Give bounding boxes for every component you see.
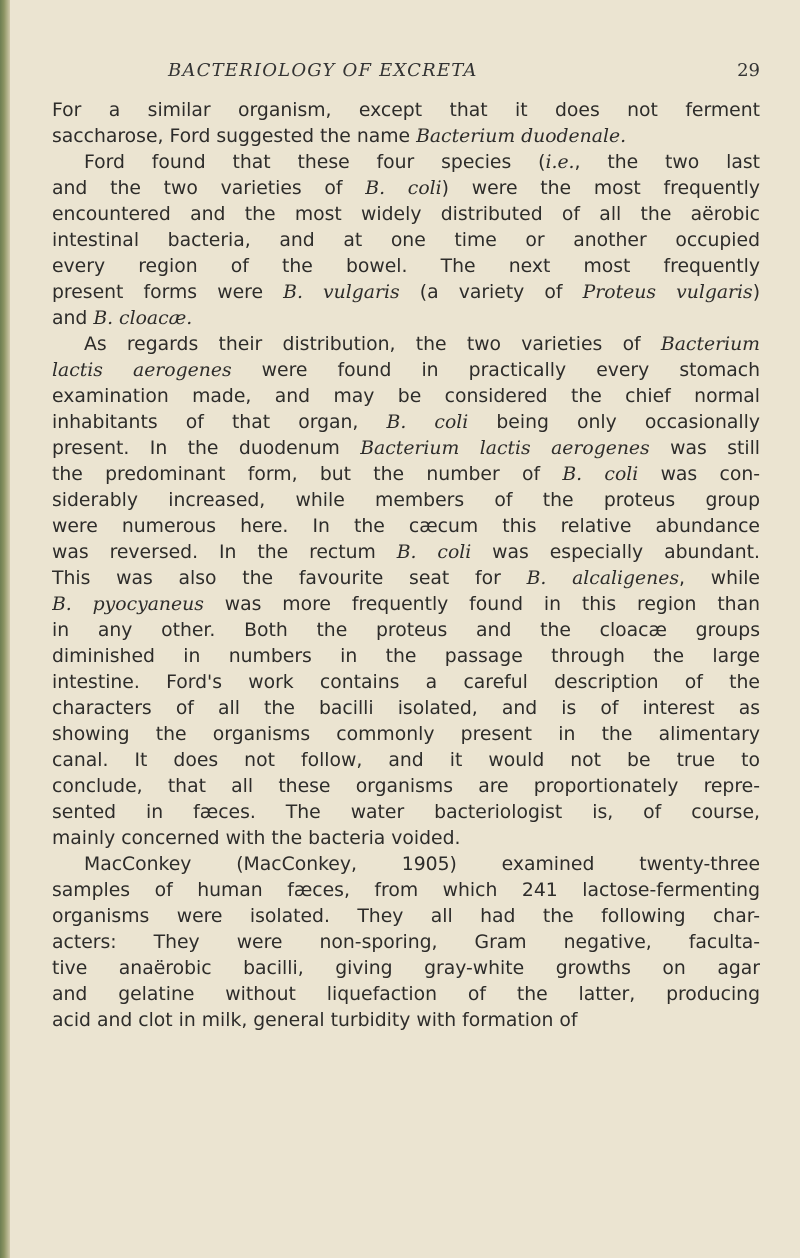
italic-text: Bacterium xyxy=(660,334,760,355)
text-run: and xyxy=(52,308,94,329)
italic-text: B. coli xyxy=(365,178,442,199)
text-line xyxy=(52,748,760,774)
italic-text: Proteus vulgaris xyxy=(582,282,753,303)
text-run: was still xyxy=(649,438,760,459)
italic-text: B. pyocyaneus xyxy=(52,594,204,615)
italic-text: Bacterium lactis aerogenes xyxy=(360,438,650,459)
text-line xyxy=(52,566,760,592)
text-line xyxy=(52,254,760,280)
text-run: were found in practically every stomach xyxy=(231,360,760,381)
text-run: showing the organisms commonly present in the alimentary xyxy=(52,724,760,745)
italic-text: B. coli xyxy=(396,542,472,563)
text-line xyxy=(52,228,760,254)
text-line xyxy=(52,98,760,124)
text-run: saccharose, Ford suggested the name xyxy=(52,126,417,147)
text-run: present. In the duodenum xyxy=(52,438,361,459)
text-line xyxy=(52,618,760,644)
paragraph xyxy=(52,150,760,332)
running-title: BACTERIOLOGY OF EXCRETA xyxy=(168,60,478,81)
text-run: conclude, that all these organisms are proportionately repre- xyxy=(52,776,760,797)
text-line xyxy=(52,644,760,670)
text-line xyxy=(52,150,760,176)
text-line xyxy=(52,800,760,826)
paragraph xyxy=(52,332,760,852)
text-run: As regards their distribution, the two varieties of xyxy=(84,334,661,355)
text-line xyxy=(52,930,760,956)
text-run: acters: They were non-sporing, Gram negative, faculta- xyxy=(52,932,760,953)
text-line xyxy=(52,462,760,488)
text-line xyxy=(52,1008,760,1034)
text-run: tive anaërobic bacilli, giving gray-white growths on agar xyxy=(52,958,760,979)
text-line xyxy=(52,176,760,202)
italic-text: Bacterium duodenale. xyxy=(416,126,627,147)
text-run: acid and clot in milk, general turbidity with formation of xyxy=(52,1010,578,1031)
italic-text: B. alcaligenes xyxy=(526,568,680,589)
text-run: siderably increased, while members of the proteus group xyxy=(52,490,760,511)
text-line xyxy=(52,956,760,982)
text-run: characters of all the bacilli isolated, and is of interest as xyxy=(52,698,760,719)
text-run: This was also the favourite seat for xyxy=(52,568,527,589)
italic-text: B. coli xyxy=(562,464,639,485)
text-run: being only occasionally xyxy=(468,412,760,433)
text-line xyxy=(52,722,760,748)
text-run: , while xyxy=(679,568,760,589)
text-run: , the two last xyxy=(574,152,760,173)
text-line xyxy=(52,826,760,852)
text-line xyxy=(52,852,760,878)
text-line xyxy=(52,878,760,904)
text-run: the predominant form, but the number of xyxy=(52,464,563,485)
page-spine-edge xyxy=(0,0,10,1258)
paragraph xyxy=(52,852,760,1034)
text-line xyxy=(52,202,760,228)
text-line xyxy=(52,696,760,722)
text-run: diminished in numbers in the passage through the large xyxy=(52,646,760,667)
text-run: in any other. Both the proteus and the cloacæ groups xyxy=(52,620,760,641)
text-run: was especially abundant. xyxy=(471,542,760,563)
text-run: Ford found that these four species ( xyxy=(84,152,546,173)
italic-text: lactis aerogenes xyxy=(52,360,232,381)
text-run: ) were the most frequently xyxy=(441,178,760,199)
text-line xyxy=(52,982,760,1008)
text-line xyxy=(52,592,760,618)
text-run: was con- xyxy=(638,464,760,485)
page-number: 29 xyxy=(737,60,760,81)
text-line xyxy=(52,670,760,696)
italic-text: B. vulgaris xyxy=(283,282,400,303)
text-run: every region of the bowel. The next most frequently xyxy=(52,256,760,277)
text-run: sented in fæces. The water bacteriologist is, of course, xyxy=(52,802,760,823)
paragraph xyxy=(52,98,760,150)
text-run: ) xyxy=(752,282,760,303)
text-line xyxy=(52,514,760,540)
text-run: and gelatine without liquefaction of the latter, producing xyxy=(52,984,760,1005)
text-run: was more frequently found in this region than xyxy=(203,594,760,615)
italic-text: B. cloacæ. xyxy=(93,308,193,329)
text-run: samples of human fæces, from which 241 lactose-fermenting xyxy=(52,880,760,901)
italic-text: i.e. xyxy=(545,152,575,173)
body-text xyxy=(52,98,760,1034)
text-run: were numerous here. In the cæcum this relative abundance xyxy=(52,516,760,537)
text-line xyxy=(52,306,760,332)
italic-text: B. coli xyxy=(386,412,469,433)
text-run: intestinal bacteria, and at one time or another occupied xyxy=(52,230,760,251)
text-run: organisms were isolated. They all had the following char- xyxy=(52,906,760,927)
text-line xyxy=(52,904,760,930)
text-run: (a variety of xyxy=(399,282,583,303)
text-run: present forms were xyxy=(52,282,284,303)
text-run: mainly concerned with the bacteria voided. xyxy=(52,828,461,849)
text-run: canal. It does not follow, and it would not be true to xyxy=(52,750,760,771)
text-line xyxy=(52,358,760,384)
text-run: intestine. Ford's work contains a careful description of the xyxy=(52,672,760,693)
text-line xyxy=(52,332,760,358)
text-line xyxy=(52,124,760,150)
text-line xyxy=(52,410,760,436)
text-line xyxy=(52,436,760,462)
text-run: encountered and the most widely distributed of all the aërobic xyxy=(52,204,760,225)
text-run: and the two varieties of xyxy=(52,178,366,199)
text-run: was reversed. In the rectum xyxy=(52,542,397,563)
text-run: inhabitants of that organ, xyxy=(52,412,387,433)
text-run: examination made, and may be considered the chief normal xyxy=(52,386,760,407)
text-line xyxy=(52,540,760,566)
text-line xyxy=(52,280,760,306)
text-line xyxy=(52,384,760,410)
text-run: For a similar organism, except that it does not ferment xyxy=(52,100,760,121)
text-line xyxy=(52,488,760,514)
text-line xyxy=(52,774,760,800)
text-run: MacConkey (MacConkey, 1905) examined twenty-three xyxy=(84,854,760,875)
page-header xyxy=(100,60,760,90)
